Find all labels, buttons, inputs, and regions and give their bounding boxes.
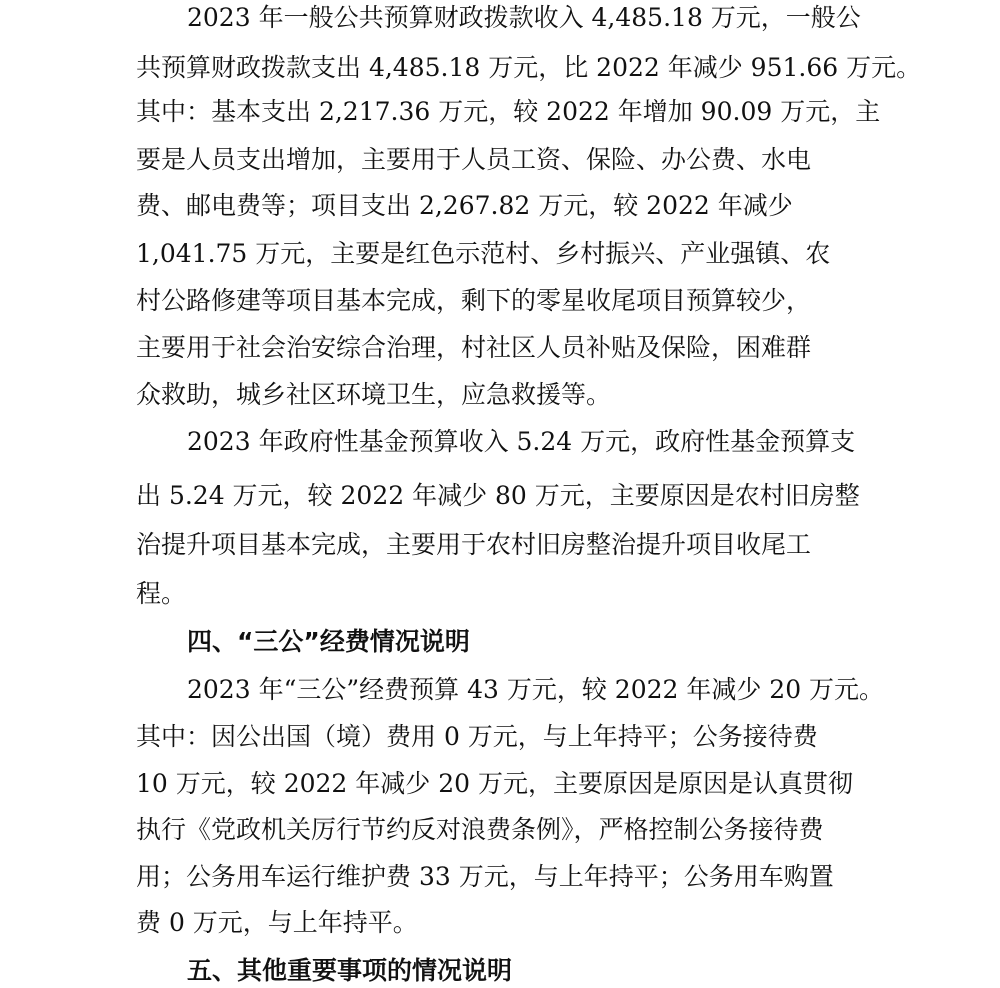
paragraph-3-line-5: 用；公务用车运行维护费 33 万元，与上年持平；公务用车购置	[136, 862, 834, 891]
paragraph-1-line-8: 主要用于社会治安综合治理，村社区人员补贴及保险，困难群	[136, 333, 812, 362]
paragraph-3-line-1: 2023 年“三公”经费预算 43 万元，较 2022 年减少 20 万元。	[187, 675, 885, 704]
paragraph-2-line-4: 程。	[136, 579, 187, 608]
paragraph-2-line-1: 2023 年政府性基金预算收入 5.24 万元，政府性基金预算支	[187, 427, 856, 456]
paragraph-1-line-2: 共预算财政拨款支出 4,485.18 万元，比 2022 年减少 951.66 万元。	[136, 53, 922, 82]
paragraph-3-line-4: 执行《党政机关厉行节约反对浪费条例》，严格控制公务接待费	[136, 815, 824, 844]
paragraph-3-line-3: 10 万元，较 2022 年减少 20 万元，主要原因是原因是认真贯彻	[136, 769, 853, 798]
paragraph-1-line-6: 1,041.75 万元，主要是红色示范村、乡村振兴、产业强镇、农	[136, 239, 831, 268]
paragraph-1-line-5: 费、邮电费等；项目支出 2,267.82 万元，较 2022 年减少	[136, 191, 793, 220]
paragraph-3-line-6: 费 0 万元，与上年持平。	[136, 908, 418, 937]
paragraph-3-line-2: 其中：因公出国（境）费用 0 万元，与上年持平；公务接待费	[136, 722, 818, 751]
section-4-heading: 四、“三公”经费情况说明	[187, 627, 470, 656]
paragraph-1-line-3: 其中：基本支出 2,217.36 万元，较 2022 年增加 90.09 万元，主	[136, 97, 881, 126]
paragraph-1-line-4: 要是人员支出增加，主要用于人员工资、保险、办公费、水电	[136, 145, 812, 174]
paragraph-2-line-2: 出 5.24 万元，较 2022 年减少 80 万元，主要原因是农村旧房整	[136, 481, 860, 510]
paragraph-2-line-3: 治提升项目基本完成，主要用于农村旧房整治提升项目收尾工	[136, 530, 812, 559]
paragraph-1-line-9: 众救助，城乡社区环境卫生，应急救援等。	[136, 380, 612, 409]
section-5-heading: 五、其他重要事项的情况说明	[187, 956, 513, 985]
paragraph-1-line-1: 2023 年一般公共预算财政拨款收入 4,485.18 万元，一般公	[187, 3, 861, 32]
paragraph-1-line-7: 村公路修建等项目基本完成，剩下的零星收尾项目预算较少，	[136, 286, 812, 315]
